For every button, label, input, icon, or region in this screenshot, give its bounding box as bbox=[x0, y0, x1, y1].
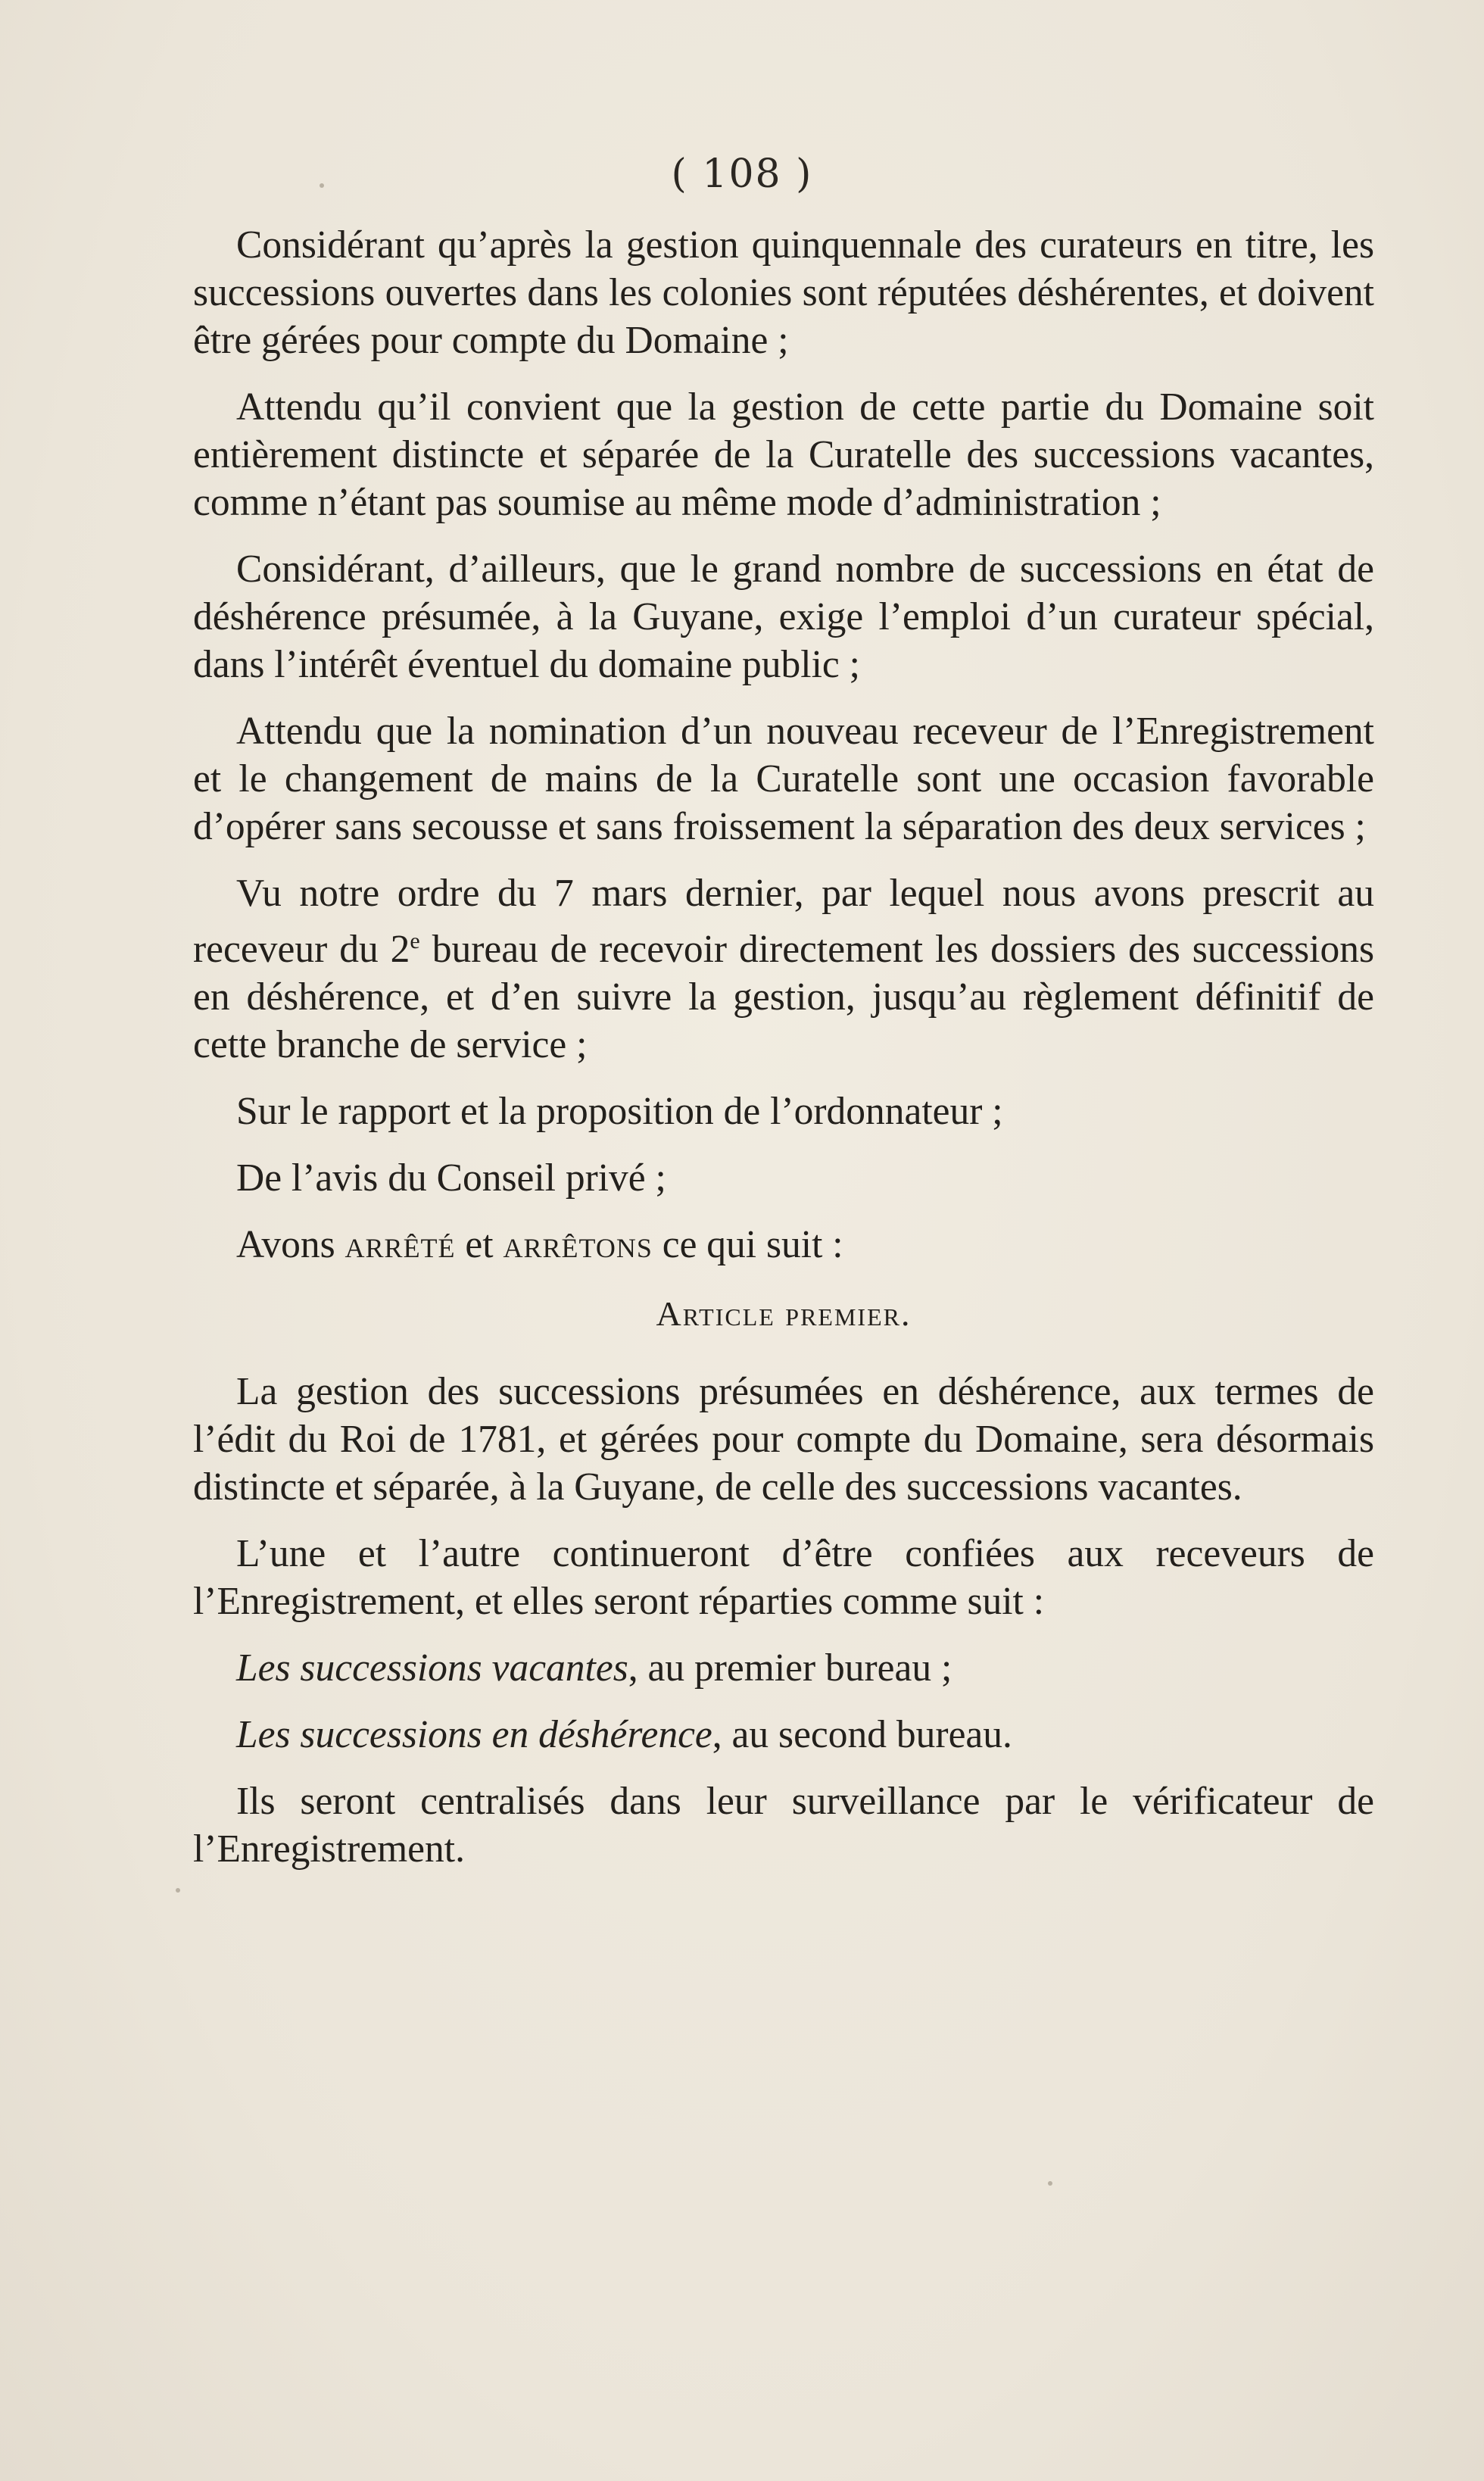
paper-speck bbox=[1048, 2181, 1052, 2186]
body-text bbox=[193, 221, 1374, 1892]
paragraph-avons bbox=[193, 1221, 1374, 1269]
allocation-label-2: Les successions en déshérence bbox=[236, 1713, 712, 1757]
vu-superscript: e bbox=[410, 928, 420, 953]
avons-word: Avons bbox=[236, 1223, 335, 1267]
allocation-rest-2: , au second bureau. bbox=[712, 1713, 1012, 1757]
final-paragraph: Ils seront centralisés dans leur surveillance par le vérificateur de l’Enregistrement. bbox=[193, 1780, 1374, 1871]
paragraph-considerant-1: Considérant qu’après la gestion quinquennale des curateurs en titre, les successions ouvertes dans les colonies sont réputées déshérentes, et doivent être gérées pour compte du Domaine ; bbox=[193, 223, 1374, 362]
article-paragraph-2: L’une et l’autre continueront d’être confiées aux receveurs de l’Enregistrement, et elles seront réparties comme suit : bbox=[193, 1532, 1374, 1624]
allocation-line-1 bbox=[193, 1644, 1374, 1692]
ce-qui-suit: ce qui suit : bbox=[662, 1223, 843, 1267]
article-paragraph-1: La gestion des successions présumées en déshérence, aux termes de l’édit du Roi de 1781, et gérées pour compte du Domaine, sera désormais distincte et séparée, à la Guyane, de celle des successions vacantes. bbox=[193, 1370, 1374, 1509]
paragraph-rapport: Sur le rapport et la proposition de l’ordonnateur ; bbox=[236, 1090, 1003, 1134]
paper-speck bbox=[176, 1888, 180, 1893]
paragraph-considerant-2: Considérant, d’ailleurs, que le grand nombre de successions en état de déshérence présumée, à la Guyane, exige l’emploi d’un curateur spécial, dans l’intérêt éventuel du domaine public ; bbox=[193, 548, 1374, 686]
vu-text-end: bureau de recevoir directement les dossiers des successions en déshérence, et d’en suivre la gestion, jusqu’au règlement définitif de cette branche de service ; bbox=[193, 928, 1374, 1067]
page-number: ( 108 ) bbox=[671, 151, 813, 197]
paper-speck bbox=[320, 183, 324, 188]
paragraph-vu bbox=[193, 869, 1374, 1069]
paragraph-attendu-2: Attendu que la nomination d’un nouveau receveur de l’Enregistrement et le changement de mains de la Curatelle sont une occasion favorable d’opérer sans secousse et sans froissement la séparation des deux services ; bbox=[193, 710, 1374, 848]
allocation-label-1: Les successions vacantes bbox=[236, 1646, 628, 1690]
allocation-rest-1: , au premier bureau ; bbox=[628, 1646, 952, 1690]
paragraph-avis: De l’avis du Conseil privé ; bbox=[236, 1156, 666, 1200]
allocation-line-2 bbox=[193, 1711, 1374, 1759]
arretons-word: arrêtons bbox=[503, 1223, 653, 1267]
article-heading: Article premier. bbox=[656, 1294, 912, 1334]
arrete-word: arrêté bbox=[344, 1223, 456, 1267]
et-word: et bbox=[465, 1223, 494, 1267]
paragraph-attendu-1: Attendu qu’il convient que la gestion de cette partie du Domaine soit entièrement distincte et séparée de la Curatelle des successions vacantes, comme n’étant pas soumise au même mode d’administration ; bbox=[193, 385, 1374, 524]
vu-text-start: Vu notre ordre du 7 mars dernier, par lequel nous avons prescrit au receveur du 2 bbox=[193, 872, 1374, 972]
